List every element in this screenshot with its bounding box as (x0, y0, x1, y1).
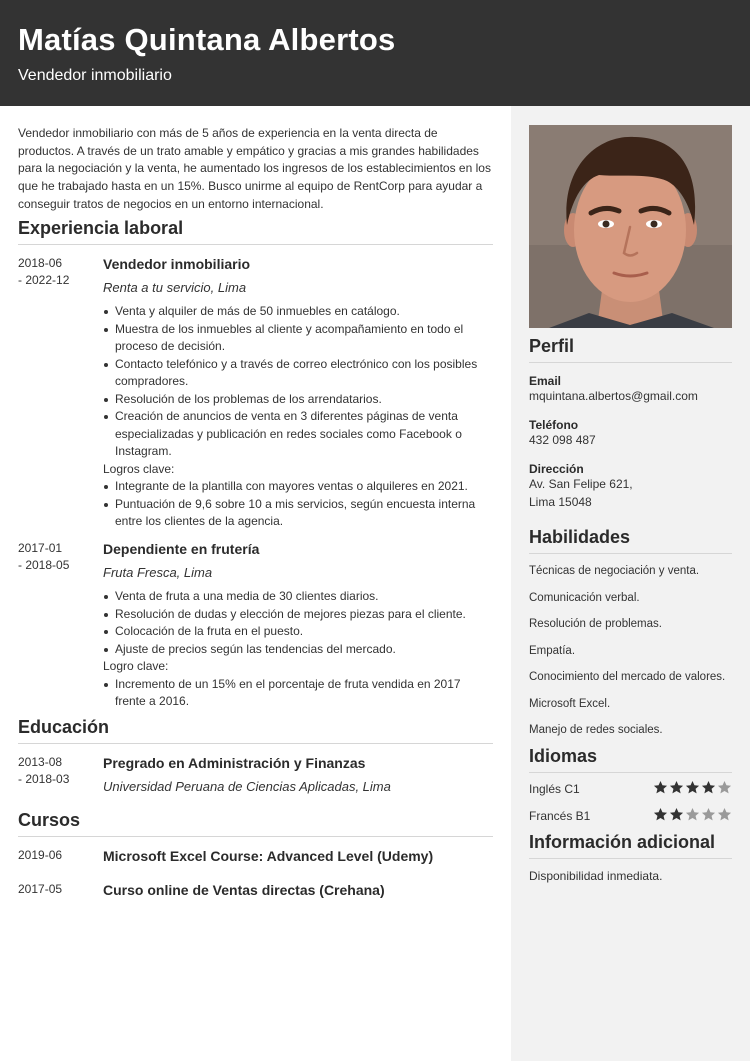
star-filled-icon (669, 780, 684, 795)
skill-item: Técnicas de negociación y venta. (529, 565, 700, 577)
date-start: 2013-08 (18, 755, 63, 769)
course-name: Curso online de Ventas directas (Crehana) (103, 882, 385, 898)
phone-value: 432 098 487 (529, 433, 596, 447)
school-name: Universidad Peruana de Ciencias Aplicadas, Lima (103, 779, 391, 794)
entry-body (103, 540, 493, 711)
section-title-additional: Información adicional (529, 832, 732, 859)
additional-info-text: Disponibilidad inmediata. (529, 869, 663, 883)
star-empty-icon (685, 807, 700, 822)
skill-item: Manejo de redes sociales. (529, 724, 663, 736)
entry-date: 2017-05 (18, 882, 63, 896)
job-role: Dependiente en frutería (103, 541, 260, 557)
email-label: Email (529, 374, 562, 388)
list-item: Muestra de los inmuebles al cliente y acompañamiento en todo el proceso de decisión. (103, 321, 493, 356)
list-item: Venta y alquiler de más de 50 inmuebles en catálogo. (103, 303, 493, 321)
job-role: Vendedor inmobiliario (103, 256, 251, 272)
date-end: - 2022-12 (18, 273, 70, 287)
degree-name: Pregrado en Administración y Finanzas (103, 755, 366, 771)
star-filled-icon (701, 780, 716, 795)
date-end: - 2018-03 (18, 772, 70, 786)
skill-item: Comunicación verbal. (529, 592, 640, 604)
list-item: Colocación de la fruta en el puesto. (103, 623, 493, 641)
skill-item: Microsoft Excel. (529, 698, 611, 710)
section-title-profile: Perfil (529, 336, 732, 363)
language-row (529, 780, 732, 798)
job-duties-list (103, 303, 493, 461)
section-title-education: Educación (18, 717, 493, 744)
address-line-2: Lima 15048 (529, 495, 592, 509)
entry-date: 2019-06 (18, 848, 63, 862)
email-value: mquintana.albertos@gmail.com (529, 389, 698, 403)
achievements-list (103, 478, 493, 531)
summary-paragraph: Vendedor inmobiliario con más de 5 años de experiencia en la venta directa de productos. A través de un trato amable y empático y gracias a mis grandes habilidades para la negociación y la venta, he aumentado los ingresos de los establecimientos en los que he trabajado hasta en un 15%. Busco unirme al equipo de RentCorp para ayudar a conseguir tratos de negocios en un entorno internacional. (18, 126, 491, 211)
entry-body (103, 255, 493, 531)
address-line-1: Av. San Felipe 621, (529, 477, 633, 491)
entry-body (103, 881, 493, 899)
star-filled-icon (653, 807, 668, 822)
entry-body (103, 754, 493, 796)
achievements-label: Logro clave: (103, 659, 169, 673)
date-start: 2017-01 (18, 541, 63, 555)
star-empty-icon (717, 807, 732, 822)
list-item: Resolución de los problemas de los arrendatarios. (103, 391, 493, 409)
date-start: 2018-06 (18, 256, 63, 270)
language-row (529, 807, 732, 825)
profile-photo (529, 125, 732, 328)
portrait-illustration (529, 125, 732, 328)
star-empty-icon (701, 807, 716, 822)
section-title-skills: Habilidades (529, 527, 732, 554)
language-rating (653, 807, 732, 822)
skill-item: Empatía. (529, 645, 576, 657)
list-item: Incremento de un 15% en el porcentaje de fruta vendida en 2017 frente a 2016. (103, 676, 493, 711)
candidate-title: Vendedor inmobiliario (18, 67, 172, 84)
star-filled-icon (669, 807, 684, 822)
course-name: Microsoft Excel Course: Advanced Level (Udemy) (103, 848, 434, 864)
address-label: Dirección (529, 462, 584, 476)
section-title-experience: Experiencia laboral (18, 218, 493, 245)
date-end: - 2018-05 (18, 558, 70, 572)
section-title-courses: Cursos (18, 810, 493, 837)
job-duties-list (103, 588, 493, 658)
job-organization: Renta a tu servicio, Lima (103, 280, 247, 295)
list-item: Integrante de la plantilla con mayores ventas o alquileres en 2021. (103, 478, 493, 496)
star-filled-icon (685, 780, 700, 795)
list-item: Resolución de dudas y elección de mejores piezas para el cliente. (103, 606, 493, 624)
list-item: Contacto telefónico y a través de correo electrónico con los posibles compradores. (103, 356, 493, 391)
skill-item: Conocimiento del mercado de valores. (529, 671, 726, 683)
job-organization: Fruta Fresca, Lima (103, 565, 213, 580)
resume-header (0, 0, 750, 106)
entry-date (18, 754, 98, 788)
skill-item: Resolución de problemas. (529, 618, 662, 630)
achievements-label: Logros clave: (103, 461, 175, 476)
star-filled-icon (653, 780, 668, 795)
list-item: Venta de fruta a una media de 30 clientes diarios. (103, 588, 493, 606)
candidate-name: Matías Quintana Albertos (18, 22, 396, 57)
list-item: Ajuste de precios según las tendencias del mercado. (103, 641, 493, 659)
language-name: Inglés C1 (529, 782, 580, 796)
list-item: Creación de anuncios de venta en 3 diferentes páginas de venta especializadas y publicación en redes sociales como Facebook o Instagram. (103, 408, 493, 461)
entry-date (18, 255, 98, 289)
phone-label: Teléfono (529, 418, 579, 432)
star-empty-icon (717, 780, 732, 795)
language-rating (653, 780, 732, 795)
entry-date (18, 540, 98, 574)
achievements-list (103, 676, 493, 711)
language-name: Francés B1 (529, 809, 591, 823)
list-item: Puntuación de 9,6 sobre 10 a mis servicios, según encuesta interna entre los clientes de la agencia. (103, 496, 493, 531)
entry-body (103, 847, 493, 865)
section-title-languages: Idiomas (529, 746, 732, 773)
